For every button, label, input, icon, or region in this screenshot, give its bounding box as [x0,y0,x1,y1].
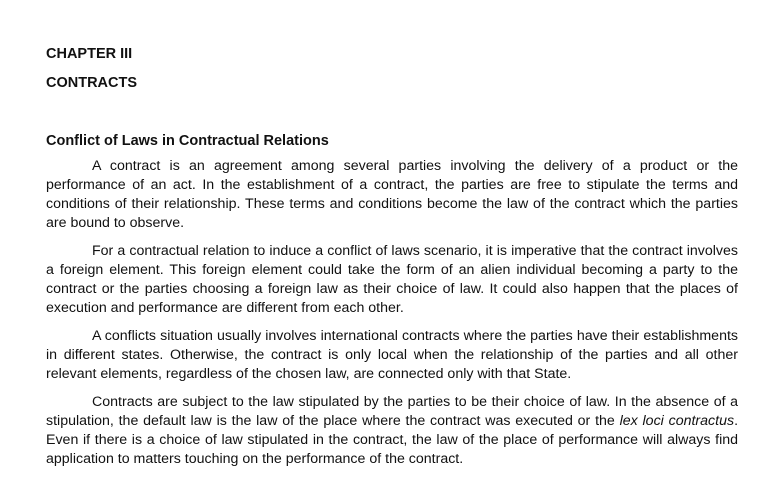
chapter-title: CONTRACTS [46,75,138,91]
paragraph-4-text-a: Contracts are subject to the law stipulated by the parties to be their choice of law. In the absence of a stipulation, the default law is the law of the place where the contract was executed or the [46,394,738,429]
paragraph-4-text-b: . Even if there is a choice of law stipulated in the contract, the law of the place of performance will always find application to matters touching on the performance of the contract. [46,413,739,467]
chapter-number: CHAPTER III [46,46,133,62]
document-page [46,44,738,478]
paragraph-1: A contract is an agreement among several parties involving the delivery of a product or the performance of an act. In the establishment of a contract, the parties are free to stipulate the terms and conditions of their relationship. These terms and conditions become the law of the contract which the parties are bound to observe. [46,158,738,231]
lex-loci-contractus-term: lex loci contractus [619,413,735,429]
section-title: Conflict of Laws in Contractual Relations [46,133,329,149]
paragraph-2: For a contractual relation to induce a conflict of laws scenario, it is imperative that the contract involves a foreign element. This foreign element could take the form of an alien individual becoming a party to the contract or the parties choosing a foreign law as their choice of law. It could also happen that the places of execution and performance are different from each other. [46,243,738,316]
paragraph-4 [46,393,738,469]
paragraph-3: A conflicts situation usually involves international contracts where the parties have their establishments in different states. Otherwise, the contract is only local when the relationship of the parties and all other relevant elements, regardless of the chosen law, are connected only with that State. [46,328,738,382]
